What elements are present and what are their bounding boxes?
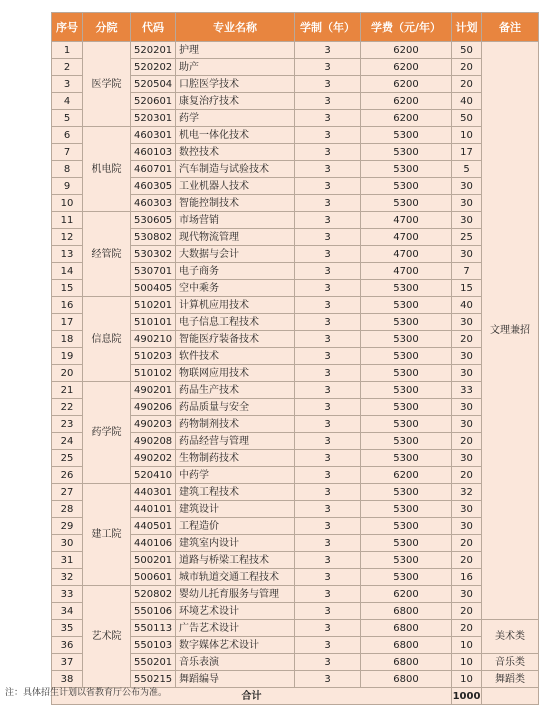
tuition-fee: 5300 [361, 280, 452, 297]
row-no: 16 [52, 297, 83, 314]
header-years: 学制（年） [295, 13, 361, 42]
plan-count: 30 [452, 365, 482, 382]
table-row [52, 212, 539, 229]
major-name: 建筑设计 [176, 501, 295, 518]
plan-count: 30 [452, 212, 482, 229]
row-no: 30 [52, 535, 83, 552]
row-no: 12 [52, 229, 83, 246]
table-row [52, 586, 539, 603]
tuition-fee: 5300 [361, 314, 452, 331]
major-name: 舞蹈编导 [176, 671, 295, 688]
header-code: 代码 [131, 13, 176, 42]
study-years: 3 [295, 654, 361, 671]
tuition-fee: 6800 [361, 654, 452, 671]
major-name: 口腔医学技术 [176, 76, 295, 93]
department-cell: 经管院 [83, 212, 131, 297]
tuition-fee: 5300 [361, 501, 452, 518]
row-no: 34 [52, 603, 83, 620]
major-name: 药品经营与管理 [176, 433, 295, 450]
major-code: 530802 [131, 229, 176, 246]
study-years: 3 [295, 263, 361, 280]
major-code: 520802 [131, 586, 176, 603]
major-name: 助产 [176, 59, 295, 76]
plan-count: 30 [452, 178, 482, 195]
study-years: 3 [295, 467, 361, 484]
plan-count: 20 [452, 467, 482, 484]
plan-count: 30 [452, 450, 482, 467]
study-years: 3 [295, 127, 361, 144]
table-header-row [52, 13, 539, 42]
plan-count: 16 [452, 569, 482, 586]
header-department: 分院 [83, 13, 131, 42]
major-name: 音乐表演 [176, 654, 295, 671]
tuition-fee: 5300 [361, 535, 452, 552]
major-code: 520504 [131, 76, 176, 93]
major-code: 550103 [131, 637, 176, 654]
tuition-fee: 5300 [361, 416, 452, 433]
major-code: 440106 [131, 535, 176, 552]
study-years: 3 [295, 144, 361, 161]
tuition-fee: 4700 [361, 212, 452, 229]
major-code: 510203 [131, 348, 176, 365]
row-no: 3 [52, 76, 83, 93]
department-cell: 艺术院 [83, 586, 131, 688]
major-name: 建筑室内设计 [176, 535, 295, 552]
tuition-fee: 6200 [361, 586, 452, 603]
tuition-fee: 5300 [361, 569, 452, 586]
tuition-fee: 5300 [361, 365, 452, 382]
row-no: 20 [52, 365, 83, 382]
footnote: 注：具体招生计划以省教育厅公布为准。 [5, 688, 168, 698]
major-code: 550106 [131, 603, 176, 620]
major-code: 520201 [131, 42, 176, 59]
major-code: 440301 [131, 484, 176, 501]
tuition-fee: 5300 [361, 297, 452, 314]
study-years: 3 [295, 314, 361, 331]
row-no: 18 [52, 331, 83, 348]
department-cell: 药学院 [83, 382, 131, 484]
study-years: 3 [295, 195, 361, 212]
plan-count: 17 [452, 144, 482, 161]
row-no: 13 [52, 246, 83, 263]
major-name: 工程造价 [176, 518, 295, 535]
plan-count: 30 [452, 195, 482, 212]
plan-count: 30 [452, 246, 482, 263]
major-name: 汽车制造与试验技术 [176, 161, 295, 178]
plan-count: 10 [452, 654, 482, 671]
tuition-fee: 6200 [361, 76, 452, 93]
major-name: 物联网应用技术 [176, 365, 295, 382]
major-name: 生物制药技术 [176, 450, 295, 467]
tuition-fee: 6200 [361, 467, 452, 484]
major-code: 460301 [131, 127, 176, 144]
row-no: 5 [52, 110, 83, 127]
major-name: 电子信息工程技术 [176, 314, 295, 331]
table-row [52, 42, 539, 59]
major-code: 500601 [131, 569, 176, 586]
study-years: 3 [295, 280, 361, 297]
total-remark-empty [482, 688, 539, 705]
tuition-fee: 6200 [361, 42, 452, 59]
row-no: 9 [52, 178, 83, 195]
plan-count: 30 [452, 399, 482, 416]
header-remarks: 备注 [482, 13, 539, 42]
study-years: 3 [295, 59, 361, 76]
remark-cell: 文理兼招 [482, 42, 539, 620]
study-years: 3 [295, 484, 361, 501]
row-no: 26 [52, 467, 83, 484]
study-years: 3 [295, 586, 361, 603]
plan-count: 50 [452, 110, 482, 127]
major-name: 机电一体化技术 [176, 127, 295, 144]
tuition-fee: 5300 [361, 382, 452, 399]
major-code: 490201 [131, 382, 176, 399]
tuition-fee: 5300 [361, 552, 452, 569]
major-name: 电子商务 [176, 263, 295, 280]
department-cell: 机电院 [83, 127, 131, 212]
major-code: 520202 [131, 59, 176, 76]
study-years: 3 [295, 331, 361, 348]
study-years: 3 [295, 297, 361, 314]
major-name: 道路与桥梁工程技术 [176, 552, 295, 569]
tuition-fee: 5300 [361, 518, 452, 535]
study-years: 3 [295, 178, 361, 195]
plan-count: 20 [452, 433, 482, 450]
tuition-fee: 6800 [361, 620, 452, 637]
tuition-fee: 5300 [361, 161, 452, 178]
tuition-fee: 4700 [361, 263, 452, 280]
study-years: 3 [295, 671, 361, 688]
major-code: 500405 [131, 280, 176, 297]
tuition-fee: 6800 [361, 671, 452, 688]
tuition-fee: 5300 [361, 399, 452, 416]
major-name: 中药学 [176, 467, 295, 484]
study-years: 3 [295, 161, 361, 178]
major-code: 530302 [131, 246, 176, 263]
major-code: 550201 [131, 654, 176, 671]
plan-count: 30 [452, 314, 482, 331]
tuition-fee: 4700 [361, 229, 452, 246]
row-no: 25 [52, 450, 83, 467]
header-no: 序号 [52, 13, 83, 42]
major-code: 460103 [131, 144, 176, 161]
study-years: 3 [295, 382, 361, 399]
major-code: 490202 [131, 450, 176, 467]
major-name: 药物制剂技术 [176, 416, 295, 433]
plan-count: 30 [452, 348, 482, 365]
row-no: 6 [52, 127, 83, 144]
major-name: 药学 [176, 110, 295, 127]
study-years: 3 [295, 399, 361, 416]
major-name: 建筑工程技术 [176, 484, 295, 501]
total-label: 合计 [52, 688, 452, 705]
row-no: 38 [52, 671, 83, 688]
major-code: 520601 [131, 93, 176, 110]
plan-count: 33 [452, 382, 482, 399]
major-name: 空中乘务 [176, 280, 295, 297]
study-years: 3 [295, 620, 361, 637]
major-code: 520410 [131, 467, 176, 484]
header-plan: 计划 [452, 13, 482, 42]
department-cell: 信息院 [83, 297, 131, 382]
tuition-fee: 5300 [361, 433, 452, 450]
row-no: 32 [52, 569, 83, 586]
study-years: 3 [295, 518, 361, 535]
row-no: 7 [52, 144, 83, 161]
plan-count: 32 [452, 484, 482, 501]
plan-count: 20 [452, 552, 482, 569]
major-name: 广告艺术设计 [176, 620, 295, 637]
tuition-fee: 4700 [361, 246, 452, 263]
table-row [52, 127, 539, 144]
study-years: 3 [295, 348, 361, 365]
row-no: 17 [52, 314, 83, 331]
major-name: 智能控制技术 [176, 195, 295, 212]
total-plan: 1000 [452, 688, 482, 705]
major-code: 530605 [131, 212, 176, 229]
plan-count: 5 [452, 161, 482, 178]
major-code: 440501 [131, 518, 176, 535]
major-name: 城市轨道交通工程技术 [176, 569, 295, 586]
tuition-fee: 5300 [361, 195, 452, 212]
major-code: 500201 [131, 552, 176, 569]
header-tuition: 学费（元/年） [361, 13, 452, 42]
tuition-fee: 6800 [361, 637, 452, 654]
row-no: 37 [52, 654, 83, 671]
plan-count: 40 [452, 297, 482, 314]
remark-cell: 美术类 [482, 620, 539, 654]
plan-count: 20 [452, 331, 482, 348]
row-no: 27 [52, 484, 83, 501]
tuition-fee: 5300 [361, 484, 452, 501]
major-name: 大数据与会计 [176, 246, 295, 263]
major-code: 530701 [131, 263, 176, 280]
study-years: 3 [295, 552, 361, 569]
enrollment-plan-table [51, 12, 539, 705]
major-name: 数控技术 [176, 144, 295, 161]
row-no: 2 [52, 59, 83, 76]
row-no: 33 [52, 586, 83, 603]
row-no: 36 [52, 637, 83, 654]
major-code: 490210 [131, 331, 176, 348]
major-name: 智能医疗装备技术 [176, 331, 295, 348]
study-years: 3 [295, 110, 361, 127]
tuition-fee: 6200 [361, 59, 452, 76]
major-code: 510201 [131, 297, 176, 314]
study-years: 3 [295, 433, 361, 450]
row-no: 15 [52, 280, 83, 297]
study-years: 3 [295, 365, 361, 382]
tuition-fee: 6200 [361, 93, 452, 110]
remark-cell: 音乐类 [482, 654, 539, 671]
row-no: 29 [52, 518, 83, 535]
study-years: 3 [295, 637, 361, 654]
major-name: 计算机应用技术 [176, 297, 295, 314]
major-name: 数字媒体艺术设计 [176, 637, 295, 654]
major-code: 550113 [131, 620, 176, 637]
major-name: 市场营销 [176, 212, 295, 229]
row-no: 24 [52, 433, 83, 450]
major-code: 490203 [131, 416, 176, 433]
remark-cell: 舞蹈类 [482, 671, 539, 688]
tuition-fee: 5300 [361, 144, 452, 161]
table-row [52, 382, 539, 399]
major-name: 工业机器人技术 [176, 178, 295, 195]
major-name: 药品生产技术 [176, 382, 295, 399]
plan-count: 20 [452, 76, 482, 93]
plan-count: 10 [452, 671, 482, 688]
row-no: 28 [52, 501, 83, 518]
plan-count: 30 [452, 501, 482, 518]
plan-count: 10 [452, 127, 482, 144]
row-no: 21 [52, 382, 83, 399]
major-name: 软件技术 [176, 348, 295, 365]
plan-count: 50 [452, 42, 482, 59]
row-no: 19 [52, 348, 83, 365]
plan-count: 7 [452, 263, 482, 280]
major-code: 490208 [131, 433, 176, 450]
major-code: 460305 [131, 178, 176, 195]
table-body [52, 42, 539, 705]
study-years: 3 [295, 535, 361, 552]
major-name: 婴幼儿托育服务与管理 [176, 586, 295, 603]
row-no: 10 [52, 195, 83, 212]
department-cell: 建工院 [83, 484, 131, 586]
plan-count: 20 [452, 603, 482, 620]
major-code: 460303 [131, 195, 176, 212]
major-code: 510101 [131, 314, 176, 331]
row-no: 22 [52, 399, 83, 416]
major-name: 现代物流管理 [176, 229, 295, 246]
plan-count: 30 [452, 518, 482, 535]
row-no: 23 [52, 416, 83, 433]
row-no: 8 [52, 161, 83, 178]
row-no: 31 [52, 552, 83, 569]
tuition-fee: 5300 [361, 127, 452, 144]
major-name: 康复治疗技术 [176, 93, 295, 110]
major-code: 550215 [131, 671, 176, 688]
major-code: 490206 [131, 399, 176, 416]
study-years: 3 [295, 603, 361, 620]
row-no: 11 [52, 212, 83, 229]
major-code: 520301 [131, 110, 176, 127]
department-cell: 医学院 [83, 42, 131, 127]
header-major-name: 专业名称 [176, 13, 295, 42]
tuition-fee: 5300 [361, 331, 452, 348]
tuition-fee: 6200 [361, 110, 452, 127]
major-name: 护理 [176, 42, 295, 59]
plan-count: 20 [452, 535, 482, 552]
plan-count: 10 [452, 637, 482, 654]
major-name: 药品质量与安全 [176, 399, 295, 416]
study-years: 3 [295, 93, 361, 110]
study-years: 3 [295, 246, 361, 263]
study-years: 3 [295, 450, 361, 467]
study-years: 3 [295, 42, 361, 59]
plan-count: 30 [452, 586, 482, 603]
row-no: 1 [52, 42, 83, 59]
major-name: 环境艺术设计 [176, 603, 295, 620]
study-years: 3 [295, 569, 361, 586]
study-years: 3 [295, 501, 361, 518]
table-row [52, 297, 539, 314]
study-years: 3 [295, 416, 361, 433]
row-no: 4 [52, 93, 83, 110]
plan-count: 30 [452, 416, 482, 433]
plan-count: 40 [452, 93, 482, 110]
tuition-fee: 5300 [361, 348, 452, 365]
plan-count: 20 [452, 59, 482, 76]
row-no: 14 [52, 263, 83, 280]
table-row [52, 484, 539, 501]
study-years: 3 [295, 212, 361, 229]
major-code: 460701 [131, 161, 176, 178]
tuition-fee: 6800 [361, 603, 452, 620]
major-code: 510102 [131, 365, 176, 382]
plan-count: 20 [452, 620, 482, 637]
tuition-fee: 5300 [361, 450, 452, 467]
plan-count: 15 [452, 280, 482, 297]
plan-count: 25 [452, 229, 482, 246]
study-years: 3 [295, 229, 361, 246]
study-years: 3 [295, 76, 361, 93]
row-no: 35 [52, 620, 83, 637]
tuition-fee: 5300 [361, 178, 452, 195]
major-code: 440101 [131, 501, 176, 518]
